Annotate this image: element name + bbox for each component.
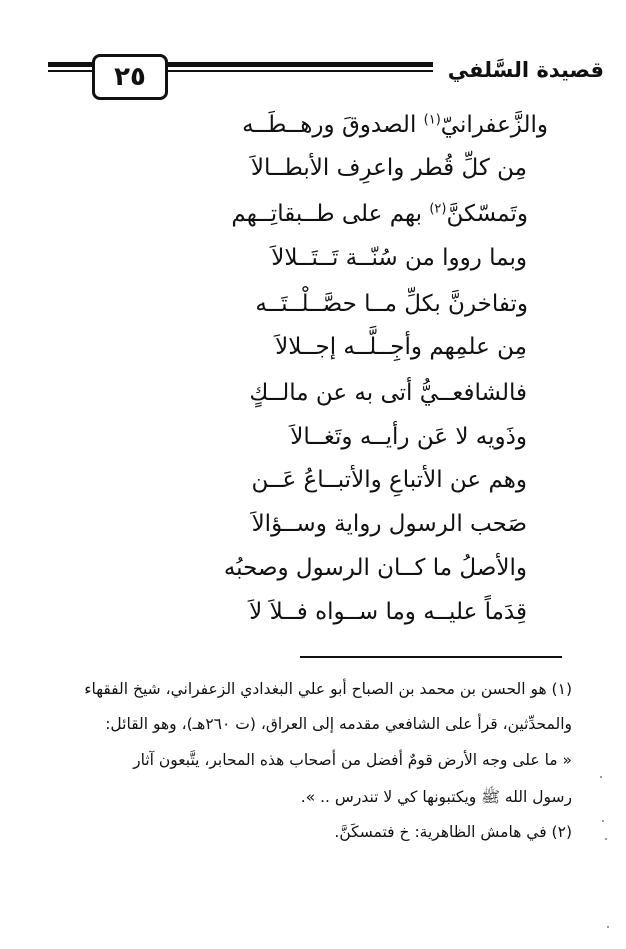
header-rule-right-bottom: [165, 70, 433, 72]
scan-speck: [607, 926, 609, 928]
verse-text: قِدَماً عليــه وما ســواه فــلاَ لاَ: [249, 599, 527, 625]
footnote-line: « ما على وجه الأرض قومٌ أفضل من أصحاب هذه المحابر، يتَّبعون آثار: [133, 751, 572, 769]
header-rule-right-top: [165, 62, 433, 67]
verse-text: الصدوقَ ورهــطَــه: [242, 112, 424, 138]
verse-line: [290, 424, 527, 450]
verse-line: [242, 112, 548, 138]
footnote-separator: [300, 656, 562, 658]
verse-line: [252, 511, 527, 537]
page-number-text: ٢٥: [114, 62, 146, 92]
verse-text: فالشافعــيُّ أتى به عن مالــكٍ: [249, 380, 527, 406]
scan-speck: [600, 776, 602, 778]
verse-text: وتَمسّكنَّ: [446, 201, 528, 227]
verse-line: [224, 555, 527, 581]
scan-speck: [605, 838, 607, 840]
verse-line: [255, 291, 528, 317]
verse-text: مِن كلِّ قُطر واعرِف الأبطــالاَ: [250, 155, 527, 181]
verse-text: مِن علمِهم وأجِــلَّــه إجــلالاَ: [275, 334, 527, 360]
verse-text: والأصلُ ما كــان الرسول وصحبُه: [223, 555, 527, 581]
scan-speck: [602, 820, 604, 822]
verse-text: وبما رووا من سُنّــة تَــتَــلالاَ: [271, 245, 527, 271]
footnote-marker[interactable]: (١): [423, 112, 441, 128]
header-rule-left-top: [48, 62, 92, 67]
footnote-line: رسول الله ﷺ ويكتبونها كي لا تندرس .. ».: [300, 788, 572, 806]
footnote-line: (٢) في هامش الظاهرية: خ فتمسكَنَّ.: [334, 823, 572, 841]
verse-text: صَحب الرسول رواية وســؤالاَ: [251, 511, 527, 537]
page-number: [92, 54, 168, 100]
footnote-line: والمحدِّثين، قرأ على الشافعي مقدمه إلى العراق، (ت ٢٦٠هـ)، وهو القائل:: [105, 715, 572, 733]
verse-line: [231, 201, 528, 227]
verse-text: وذَويه لا عَن رأيــه وتَغــالاَ: [290, 424, 527, 450]
verse-text: وهم عن الأتباعِ والأتبــاعُ عَــن: [251, 467, 527, 493]
verse-line: [275, 334, 527, 360]
page-header: [0, 46, 626, 108]
verse-text: والزَّعفرانيّ: [440, 112, 548, 138]
verse-line: [252, 467, 527, 493]
verse-text: بهم على طــبقاتِــهم: [231, 201, 430, 227]
verse-line: [251, 155, 527, 181]
verse-line: [249, 380, 527, 406]
footnote-line: (١) هو الحسن بن محمد بن الصباح أبو علي البغدادي الزعفراني، شيخ الفقهاء: [84, 680, 572, 698]
header-rule-left-bottom: [48, 70, 92, 72]
book-title: قصيدة السَّلفي: [447, 58, 604, 82]
verse-line: [271, 245, 527, 271]
verse-text: وتفاخرنَّ بكلِّ مــا حصَّــلْــتَــه: [255, 291, 528, 317]
footnote-marker[interactable]: (٢): [429, 201, 447, 217]
verse-line: [249, 599, 527, 625]
